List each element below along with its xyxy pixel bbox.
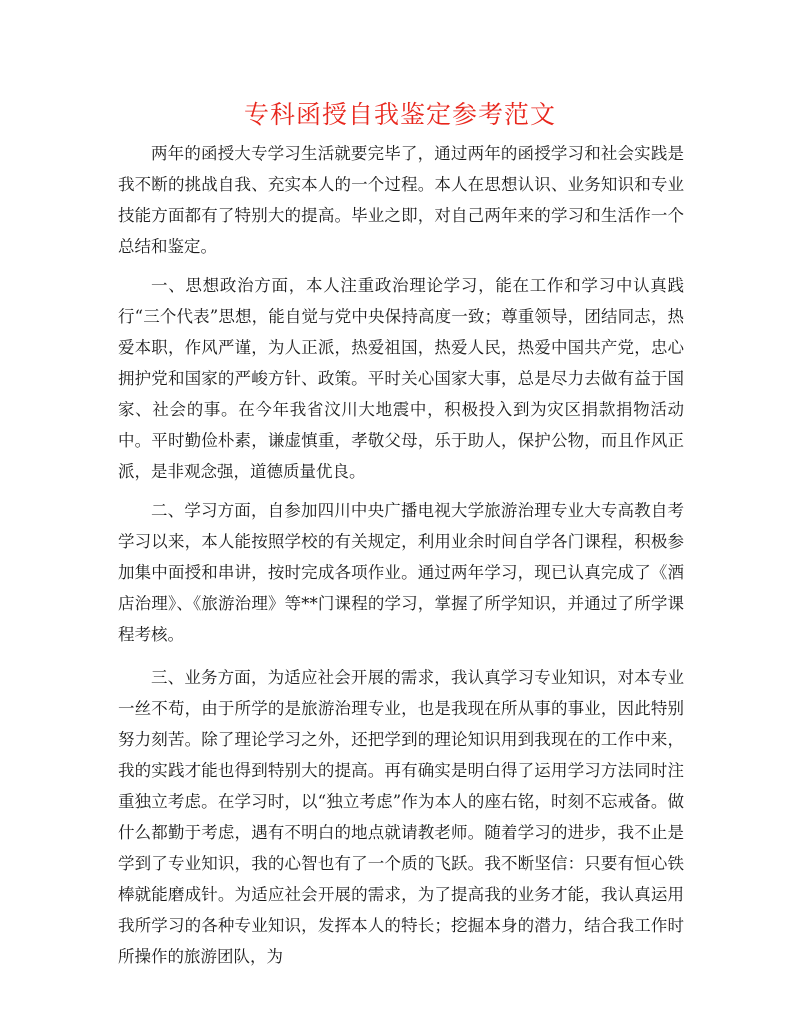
document-body: [118, 138, 684, 980]
document-title: 专科函授自我鉴定参考范文: [243, 100, 556, 129]
paragraph-intro: 两年的函授大专学习生活就要完毕了，通过两年的函授学习和社会实践是我不断的挑战自我、充实本人的一个过程。本人在思想认识、业务知识和专业技能方面都有了特别大的提高。毕业之即，对自己两年来的学习和生活作一个总结和鉴定。: [118, 144, 684, 256]
paragraph-business: 三、业务方面，为适应社会开展的需求，我认真学习专业知识，对本专业一丝不苟，由于所学的是旅游治理专业，也是我现在所从事的事业，因此特别努力刻苦。除了理论学习之外，还把学到的理论知识用到我现在的工作中来，我的实践才能也得到特别大的提高。再有确实是明白得了运用学习方法同时注重独立考虑。在学习时，以“独立考虑”作为本人的座右铭，时刻不忘戒备。做什么都勤于考虑，遇有不明白的地点就请教老师。随着学习的进步，我不止是学到了专业知识，我的心智也有了一个质的飞跃。我不断坚信：只要有恒心铁棒就能磨成针。为适应社会开展的需求，为了提高我的业务才能，我认真运用我所学习的各种专业知识，发挥本人的特长；挖掘本身的潜力，结合我工作时所操作的旅游团队，为: [118, 668, 684, 966]
paragraph-political: 一、思想政治方面，本人注重政治理论学习，能在工作和学习中认真践行“三个代表”思想，能自觉与党中央保持高度一致；尊重领导，团结同志，热爱本职，作风严谨，为人正派，热爱祖国，热爱人民，热爱中国共产党，忠心拥护党和国家的严峻方针、政策。平时关心国家大事，总是尽力去做有益于国家、社会的事。在今年我省汶川大地震中，积极投入到为灾区捐款捐物活动中。平时勤俭朴素，谦虚慎重，孝敬父母，乐于助人，保护公物，而且作风正派，是非观念强，道德质量优良。: [118, 276, 684, 481]
paragraph-study: 二、学习方面，自参加四川中央广播电视大学旅游治理专业大专高教自考学习以来，本人能按照学校的有关规定，利用业余时间自学各门课程，积极参加集中面授和串讲，按时完成各项作业。通过两年学习，现已认真完成了《酒店治理》、《旅游治理》等**门课程的学习，掌握了所学知识，并通过了所学课程考核。: [118, 501, 684, 644]
